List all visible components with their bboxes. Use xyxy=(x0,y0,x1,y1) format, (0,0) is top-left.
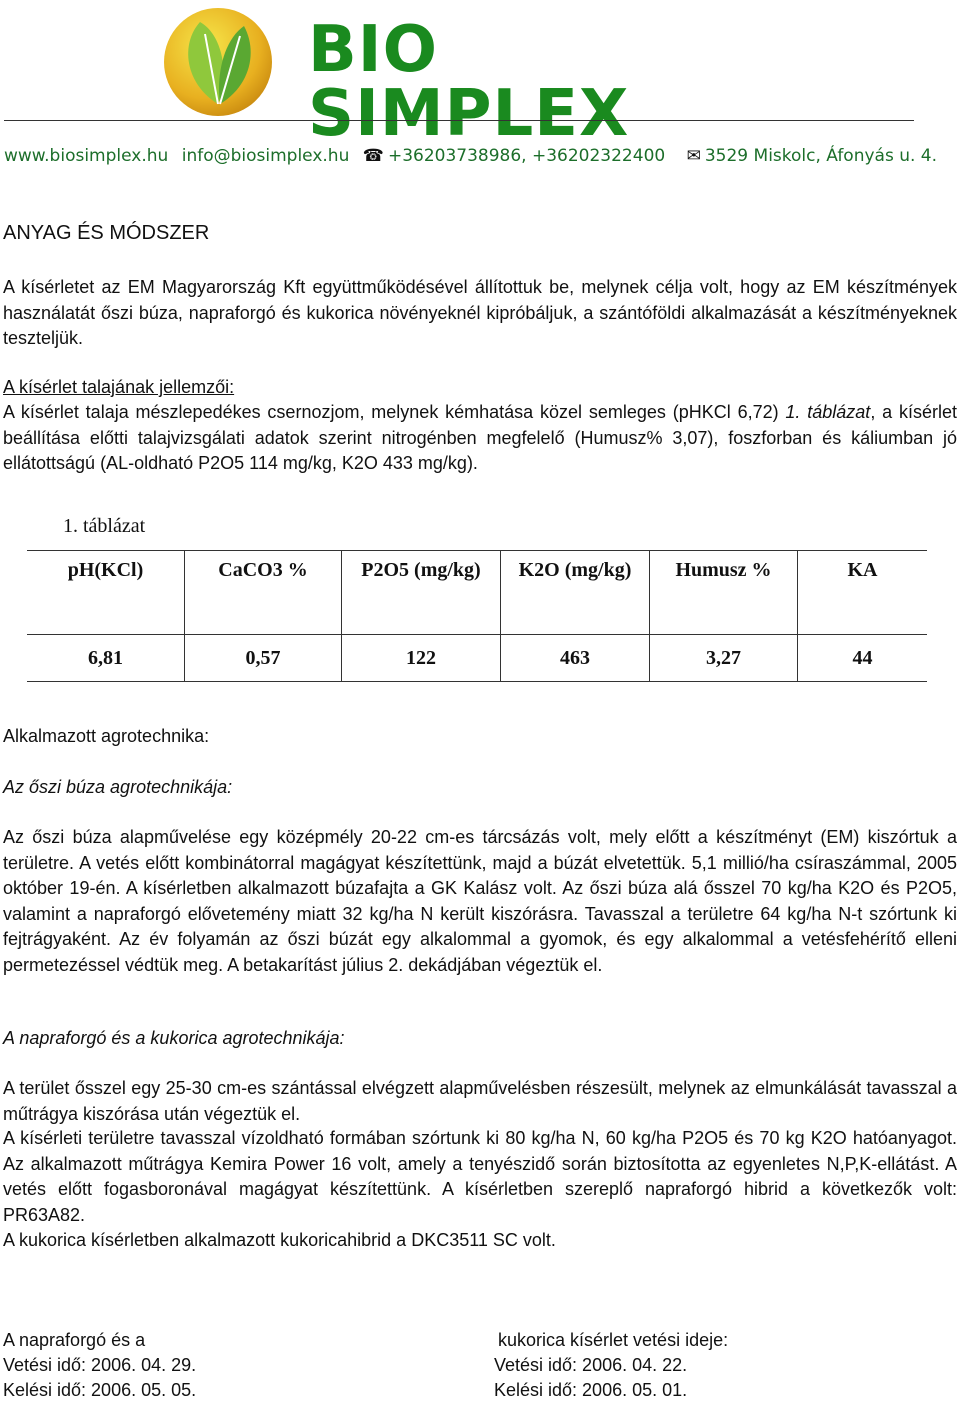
address: 3529 Miskolc, Áfonyás u. 4. xyxy=(704,146,938,166)
wheat-paragraph: Az őszi búza alapművelése egy középmély 20-22 cm-es tárcsázás volt, mely előtt a készítményt (EM) kiszórtuk a területre. A vetés előtt kombinátorral magágyat készítettünk, majd a búzát elvetettük. 5,1 millió/ha csíraszámmal, 2005 október 19-én. A kísérletben alkalmazott búzafajta a GK Kalász volt. Az őszi búza alá ősszel 70 kg/ha K2O és P2O5, valamint a napraforgó elővetemény miatt 32 kg/ha N került kiszórásra. Tavasszal a területre 64 kg/ha N-t szórtunk ki fejtrágyaként. Az év folyamán az őszi búzát egy alkalommal a gyomok, és egy alkalommal a vetésfehérítő elleni permetezéssel védtük meg. A betakarítást július 2. dekádjában végeztük el. xyxy=(3,827,957,975)
sunflower-maize-paragraph-1: A terület ősszel egy 25-30 cm-es szántással elvégzett alapművelésben részesült, melynek az elmunkálását tavasszal a műtrágya kiszórása után végeztük el. xyxy=(3,1078,957,1124)
envelope-icon: ✉ xyxy=(686,146,701,166)
soil-paragraph xyxy=(3,400,957,477)
cell-caco3: 0,57 xyxy=(185,635,342,682)
website-link[interactable]: www.biosimplex.hu xyxy=(4,146,169,166)
header-k2o: K2O (mg/kg) xyxy=(501,551,650,635)
sunflower-maize-paragraph-2: A kísérleti területre tavasszal vízoldható formában szórtunk ki 80 kg/ha N, 60 kg/ha P2O5 és 70 kg K2O hatóanyagot. Az alkalmazott műtrágya Kemira Power 16 volt, amely a tenyészidő során biztosította az egyenletes N,P,K-ellátást. A vetés előtt fogasboronával magágyat készítettünk. A kísérletben szereplő napraforgó hibrid a következők volt: PR63A82. xyxy=(3,1128,957,1225)
cell-k2o: 463 xyxy=(501,635,650,682)
table-reference: 1. táblázat xyxy=(785,402,871,422)
agro-title: Alkalmazott agrotechnika: xyxy=(3,726,210,746)
email-link[interactable]: info@biosimplex.hu xyxy=(181,146,350,166)
dates-right-title: kukorica kísérlet vetési ideje: xyxy=(498,1330,729,1350)
left-emergence-date: Kelési idő: 2006. 05. 05. xyxy=(3,1380,197,1400)
phone-icon: ☎ xyxy=(362,146,384,166)
phone-numbers: +36203738986, +36202322400 xyxy=(387,146,666,166)
soil-text-before: A kísérlet talaja mészlepedékes csernozjom, melynek kémhatása közel semleges (pHKCl 6,72) xyxy=(3,402,786,422)
right-emergence-date: Kelési idő: 2006. 05. 01. xyxy=(494,1380,688,1400)
section-title: ANYAG ÉS MÓDSZER xyxy=(3,222,210,244)
soil-data-table xyxy=(27,550,927,682)
header-p2o5: P2O5 (mg/kg) xyxy=(342,551,501,635)
soil-heading: A kísérlet talajának jellemzői: xyxy=(3,377,235,397)
cell-p2o5: 122 xyxy=(342,635,501,682)
cell-ph: 6,81 xyxy=(27,635,185,682)
header-humus: Humusz % xyxy=(650,551,798,635)
dates-left-title: A napraforgó és a xyxy=(3,1330,146,1350)
intro-paragraph: A kísérletet az EM Magyarország Kft együttműködésével állítottuk be, melynek célja volt, hogy az EM készítmények használatát őszi búza, napraforgó és kukorica növényeknél kipróbáljuk, a szántóföldi alkalmazását a készítményeknek teszteljük. xyxy=(3,277,957,348)
cell-humus: 3,27 xyxy=(650,635,798,682)
header-divider xyxy=(4,120,914,121)
header-ka: KA xyxy=(798,551,928,635)
leaf-logo-icon xyxy=(160,4,276,120)
soil-text-after: , a kísérlet beállítása előtti talajvizsgálati adatok szerint nitrogénben megfelelő (Humusz% 3,07), foszforban és káliumban jó ellátottságú (AL-oldható P2O5 114 mg/kg, K2O 433 mg/kg). xyxy=(3,402,957,473)
brand-name: BIO SIMPLEX xyxy=(308,13,630,151)
wheat-title: Az őszi búza agrotechnikája: xyxy=(3,777,233,797)
header-ph: pH(KCl) xyxy=(27,551,185,635)
right-sowing-date: Vetési idő: 2006. 04. 22. xyxy=(494,1355,688,1375)
table-caption: 1. táblázat xyxy=(63,515,146,537)
left-sowing-date: Vetési idő: 2006. 04. 29. xyxy=(3,1355,197,1375)
contact-line xyxy=(4,146,960,166)
sunflower-maize-title: A napraforgó és a kukorica agrotechnikája: xyxy=(3,1028,345,1048)
cell-ka: 44 xyxy=(798,635,928,682)
sunflower-maize-paragraph-3: A kukorica kísérletben alkalmazott kukoricahibrid a DKC3511 SC volt. xyxy=(3,1230,556,1250)
brand-logo xyxy=(160,4,760,151)
header-caco3: CaCO3 % xyxy=(185,551,342,635)
